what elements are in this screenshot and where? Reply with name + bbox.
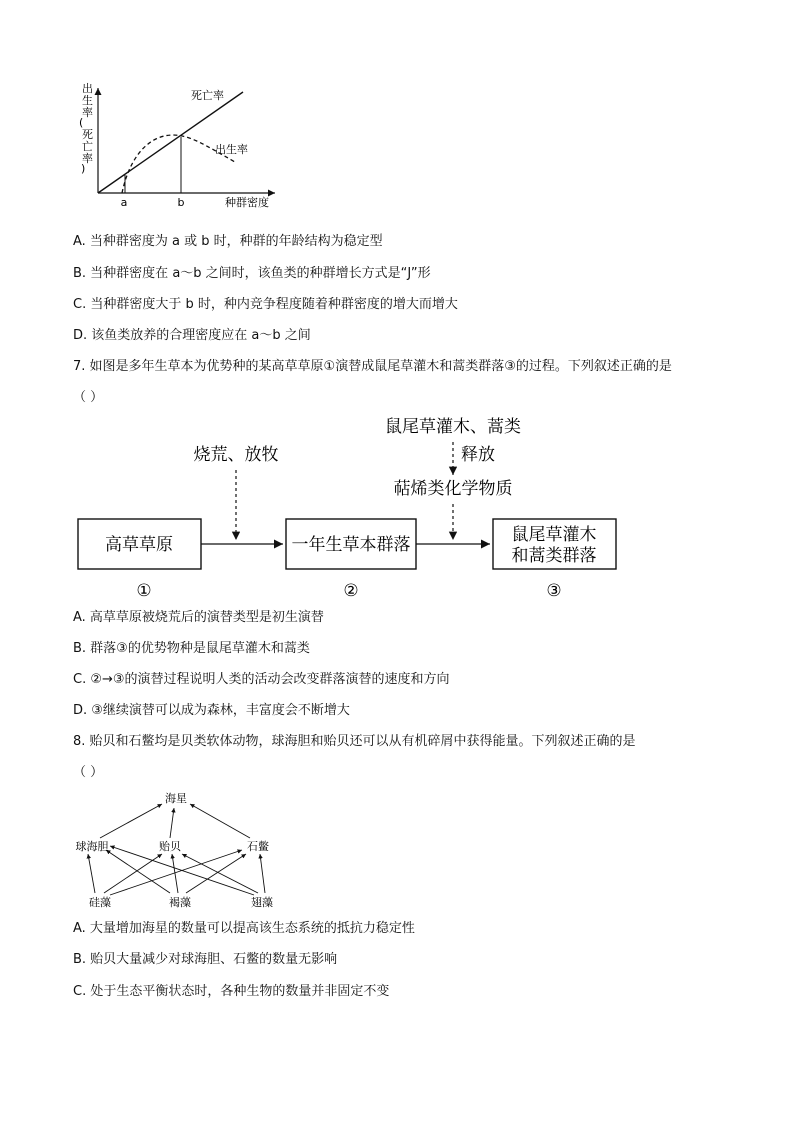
svg-text:): ) bbox=[81, 162, 86, 175]
q6-option-b: B. 当种群密度在 a～b 之间时，该鱼类的种群增长方式是“J”形 bbox=[73, 266, 431, 281]
node-chiton: 石鳖 bbox=[247, 840, 269, 853]
node-mussel: 贻贝 bbox=[159, 840, 181, 853]
node-brown-algae: 褐藻 bbox=[169, 896, 191, 909]
chem-label: 萜烯类化学物质 bbox=[393, 479, 513, 499]
q8-stem: 8. 贻贝和石鳖均是贝类软体动物，球海胆和贻贝还可以从有机碎屑中获得能量。下列叙述正确的是 bbox=[73, 734, 636, 749]
edge-mussel-to-star bbox=[170, 808, 174, 838]
q6-option-c: C. 当种群密度大于 b 时，种内竞争程度随着种群密度的增大而增大 bbox=[73, 297, 458, 312]
q7-option-d: D. ③继续演替可以成为森林，丰富度会不断增大 bbox=[73, 703, 350, 718]
birth-death-rate-graph bbox=[75, 80, 295, 215]
q8-option-c: C. 处于生态平衡状态时，各种生物的数量并非固定不变 bbox=[73, 984, 390, 999]
svg-text:率: 率 bbox=[82, 106, 93, 119]
q8-option-b: B. 贻贝大量减少对球海胆、石鳖的数量无影响 bbox=[73, 952, 338, 967]
release-label: 释放 bbox=[461, 445, 495, 465]
box-sage-line1: 鼠尾草灌木 bbox=[511, 525, 597, 545]
birth-rate-label: 出生率 bbox=[215, 143, 248, 156]
q7-option-c: C. ②→③的演替过程说明人类的活动会改变群落演替的速度和方向 bbox=[73, 672, 450, 687]
food-web-diagram bbox=[70, 788, 290, 913]
svg-text:(: ( bbox=[79, 116, 84, 129]
edge-wing-to-mussel bbox=[182, 854, 258, 893]
edge-brown-to-urchin bbox=[106, 850, 170, 893]
x-axis-label: 种群密度 bbox=[225, 196, 269, 209]
label-num-3: ③ bbox=[546, 581, 562, 601]
node-diatom: 硅藻 bbox=[89, 896, 111, 909]
edge-diatom-to-urchin bbox=[88, 854, 95, 893]
node-starfish: 海星 bbox=[165, 792, 187, 805]
q7-option-a: A. 高草草原被烧荒后的演替类型是初生演替 bbox=[73, 610, 324, 625]
box-annual-herb-label: 一年生草本群落 bbox=[291, 535, 411, 555]
box-sage-line2: 和蒿类群落 bbox=[511, 546, 597, 566]
y-axis-label bbox=[79, 81, 93, 175]
edge-brown-to-chiton bbox=[186, 854, 246, 893]
q6-option-d: D. 该鱼类放养的合理密度应在 a～b 之间 bbox=[73, 328, 311, 343]
q8-bracket: （ ） bbox=[73, 765, 104, 780]
top-source-label: 鼠尾草灌木、蒿类 bbox=[385, 417, 521, 437]
q6-option-a: A. 当种群密度为 a 或 b 时，种群的年龄结构为稳定型 bbox=[73, 234, 383, 249]
edge-urchin-to-star bbox=[100, 804, 162, 838]
succession-diagram bbox=[70, 410, 630, 605]
tick-b: b bbox=[177, 196, 185, 209]
svg-text:生: 生 bbox=[82, 94, 93, 107]
svg-text:出: 出 bbox=[82, 82, 93, 95]
edge-chiton-to-star bbox=[190, 804, 250, 838]
edge-wing-to-chiton bbox=[260, 854, 265, 893]
node-wing-algae: 翅藻 bbox=[251, 896, 273, 909]
node-sea-urchin: 球海胆 bbox=[75, 840, 109, 853]
q7-stem: 7. 如图是多年生草本为优势种的某高草草原①演替成鼠尾草灌木和蒿类群落③的过程。下列叙述正确的是 bbox=[73, 359, 672, 374]
q8-option-a: A. 大量增加海星的数量可以提高该生态系统的抵抗力稳定性 bbox=[73, 921, 415, 936]
svg-text:亡: 亡 bbox=[82, 140, 93, 153]
svg-text:率: 率 bbox=[82, 152, 93, 165]
death-rate-label: 死亡率 bbox=[191, 89, 224, 102]
tick-a: a bbox=[120, 196, 128, 209]
label-num-1: ① bbox=[136, 581, 152, 601]
q7-option-b: B. 群落③的优势物种是鼠尾草灌木和蒿类 bbox=[73, 641, 310, 656]
box-tall-grassland-label: 高草草原 bbox=[105, 535, 173, 555]
q7-bracket: （ ） bbox=[73, 390, 104, 405]
label-num-2: ② bbox=[343, 581, 359, 601]
svg-text:死: 死 bbox=[82, 128, 93, 141]
edge-diatom-to-chiton bbox=[110, 850, 242, 895]
burn-graze-label: 烧荒、放牧 bbox=[193, 445, 279, 465]
